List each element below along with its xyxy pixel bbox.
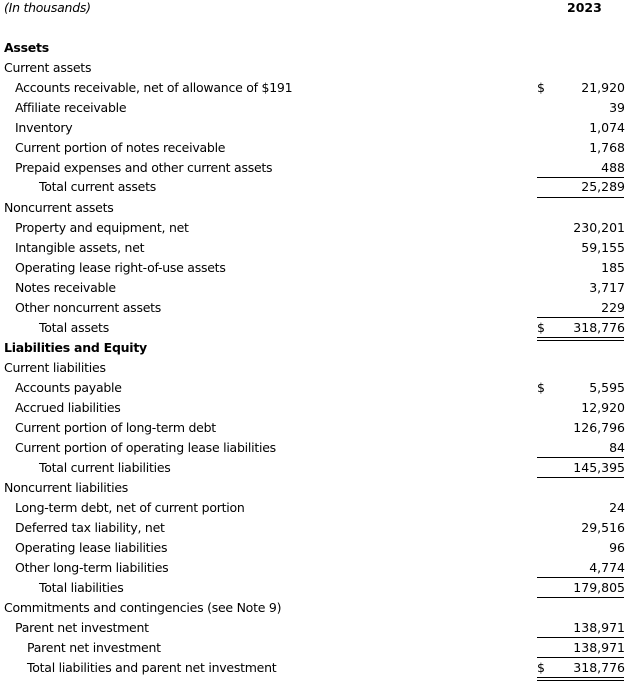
line-label: Property and equipment, net xyxy=(15,220,189,235)
subsection-heading: Noncurrent liabilities xyxy=(4,480,129,495)
subsection-heading: Commitments and contingencies (see Note 9) xyxy=(4,600,282,615)
line-item-property-equipment xyxy=(0,220,632,240)
subtotal-rule xyxy=(537,657,624,658)
subsection-heading: Noncurrent assets xyxy=(4,200,114,215)
line-value: 1,074 xyxy=(589,120,625,135)
line-label: Notes receivable xyxy=(15,280,116,295)
subsection-heading: Current assets xyxy=(4,60,92,75)
subtotal-rule xyxy=(537,317,624,318)
currency-symbol: $ xyxy=(537,380,545,395)
section-assets xyxy=(0,40,632,60)
line-label: Total current assets xyxy=(39,179,157,194)
line-label: Current portion of long-term debt xyxy=(15,420,216,435)
line-value: 138,971 xyxy=(573,620,625,635)
line-label: Operating lease right-of-use assets xyxy=(15,260,226,275)
line-value: 59,155 xyxy=(581,240,625,255)
line-item-current-ltd xyxy=(0,420,632,440)
subtotal-rule xyxy=(537,457,624,458)
section-heading: Liabilities and Equity xyxy=(4,340,147,355)
line-value: 230,201 xyxy=(573,220,625,235)
line-value: 5,595 xyxy=(589,380,625,395)
line-item-intangible-assets xyxy=(0,240,632,260)
line-label: Parent net investment xyxy=(27,640,161,655)
line-value: 318,776 xyxy=(573,320,625,335)
line-value: 145,395 xyxy=(573,460,625,475)
subtotal-rule xyxy=(537,637,624,638)
line-value: 84 xyxy=(609,440,625,455)
line-value: 96 xyxy=(609,540,625,555)
line-item-accrued-liabilities xyxy=(0,400,632,420)
line-value: 1,768 xyxy=(589,140,625,155)
line-label: Accounts payable xyxy=(15,380,122,395)
line-value: 185 xyxy=(601,260,625,275)
units-note: (In thousands) xyxy=(4,0,91,15)
subtotal-current-assets xyxy=(0,179,632,199)
line-value: 488 xyxy=(601,160,625,175)
line-item-accounts-payable xyxy=(0,380,632,400)
line-label: Intangible assets, net xyxy=(15,240,145,255)
line-label: Total assets xyxy=(39,320,109,335)
subtotal-rule xyxy=(537,577,624,578)
subtotal-rule xyxy=(537,177,624,178)
subtotal-rule xyxy=(537,477,624,478)
line-label: Prepaid expenses and other current assets xyxy=(15,160,273,175)
line-label: Total current liabilities xyxy=(39,460,171,475)
subsection-noncurrent-liabilities xyxy=(0,480,632,500)
header-row xyxy=(0,0,632,20)
subsection-heading: Current liabilities xyxy=(4,360,106,375)
line-item-deferred-tax xyxy=(0,520,632,540)
line-label: Long-term debt, net of current portion xyxy=(15,500,245,515)
year-header: 2023 xyxy=(567,0,602,15)
line-item-inventory xyxy=(0,120,632,140)
line-item-long-term-debt xyxy=(0,500,632,520)
line-label: Accounts receivable, net of allowance of $191 xyxy=(15,80,293,95)
line-label: Parent net investment xyxy=(15,620,149,635)
line-value: 179,805 xyxy=(573,580,625,595)
line-value: 21,920 xyxy=(581,80,625,95)
line-item-affiliate-receivable xyxy=(0,100,632,120)
subtotal-rule xyxy=(537,197,624,198)
section-liabilities-equity xyxy=(0,340,632,360)
line-label: Total liabilities xyxy=(39,580,124,595)
line-label: Current portion of notes receivable xyxy=(15,140,226,155)
line-value: 12,920 xyxy=(581,400,625,415)
line-item-accounts-receivable xyxy=(0,80,632,100)
line-item-operating-lease-rou xyxy=(0,260,632,280)
line-value: 25,289 xyxy=(581,179,625,194)
line-value: 4,774 xyxy=(589,560,625,575)
line-label: Accrued liabilities xyxy=(15,400,121,415)
line-value: 229 xyxy=(601,300,625,315)
subsection-noncurrent-assets xyxy=(0,200,632,220)
line-label: Deferred tax liability, net xyxy=(15,520,165,535)
section-heading: Assets xyxy=(4,40,49,55)
line-label: Affiliate receivable xyxy=(15,100,127,115)
line-label: Current portion of operating lease liabilities xyxy=(15,440,276,455)
line-value: 3,717 xyxy=(589,280,625,295)
line-value: 126,796 xyxy=(573,420,625,435)
line-label: Other long-term liabilities xyxy=(15,560,169,575)
currency-symbol: $ xyxy=(537,660,545,675)
commitments-note xyxy=(0,600,632,620)
line-item-notes-receivable xyxy=(0,280,632,300)
currency-symbol: $ xyxy=(537,80,545,95)
line-value: 138,971 xyxy=(573,640,625,655)
line-label: Inventory xyxy=(15,120,73,135)
subsection-current-liabilities xyxy=(0,360,632,380)
subsection-current-assets xyxy=(0,60,632,80)
line-item-current-notes-receivable xyxy=(0,140,632,160)
line-label: Other noncurrent assets xyxy=(15,300,162,315)
line-label: Total liabilities and parent net investment xyxy=(27,660,277,675)
subtotal-rule xyxy=(537,597,624,598)
line-value: 318,776 xyxy=(573,660,625,675)
line-label: Operating lease liabilities xyxy=(15,540,168,555)
currency-symbol: $ xyxy=(537,320,545,335)
line-value: 24 xyxy=(609,500,625,515)
total-double-rule xyxy=(537,677,624,681)
line-value: 39 xyxy=(609,100,625,115)
line-item-op-lease-liabilities xyxy=(0,540,632,560)
line-value: 29,516 xyxy=(581,520,625,535)
